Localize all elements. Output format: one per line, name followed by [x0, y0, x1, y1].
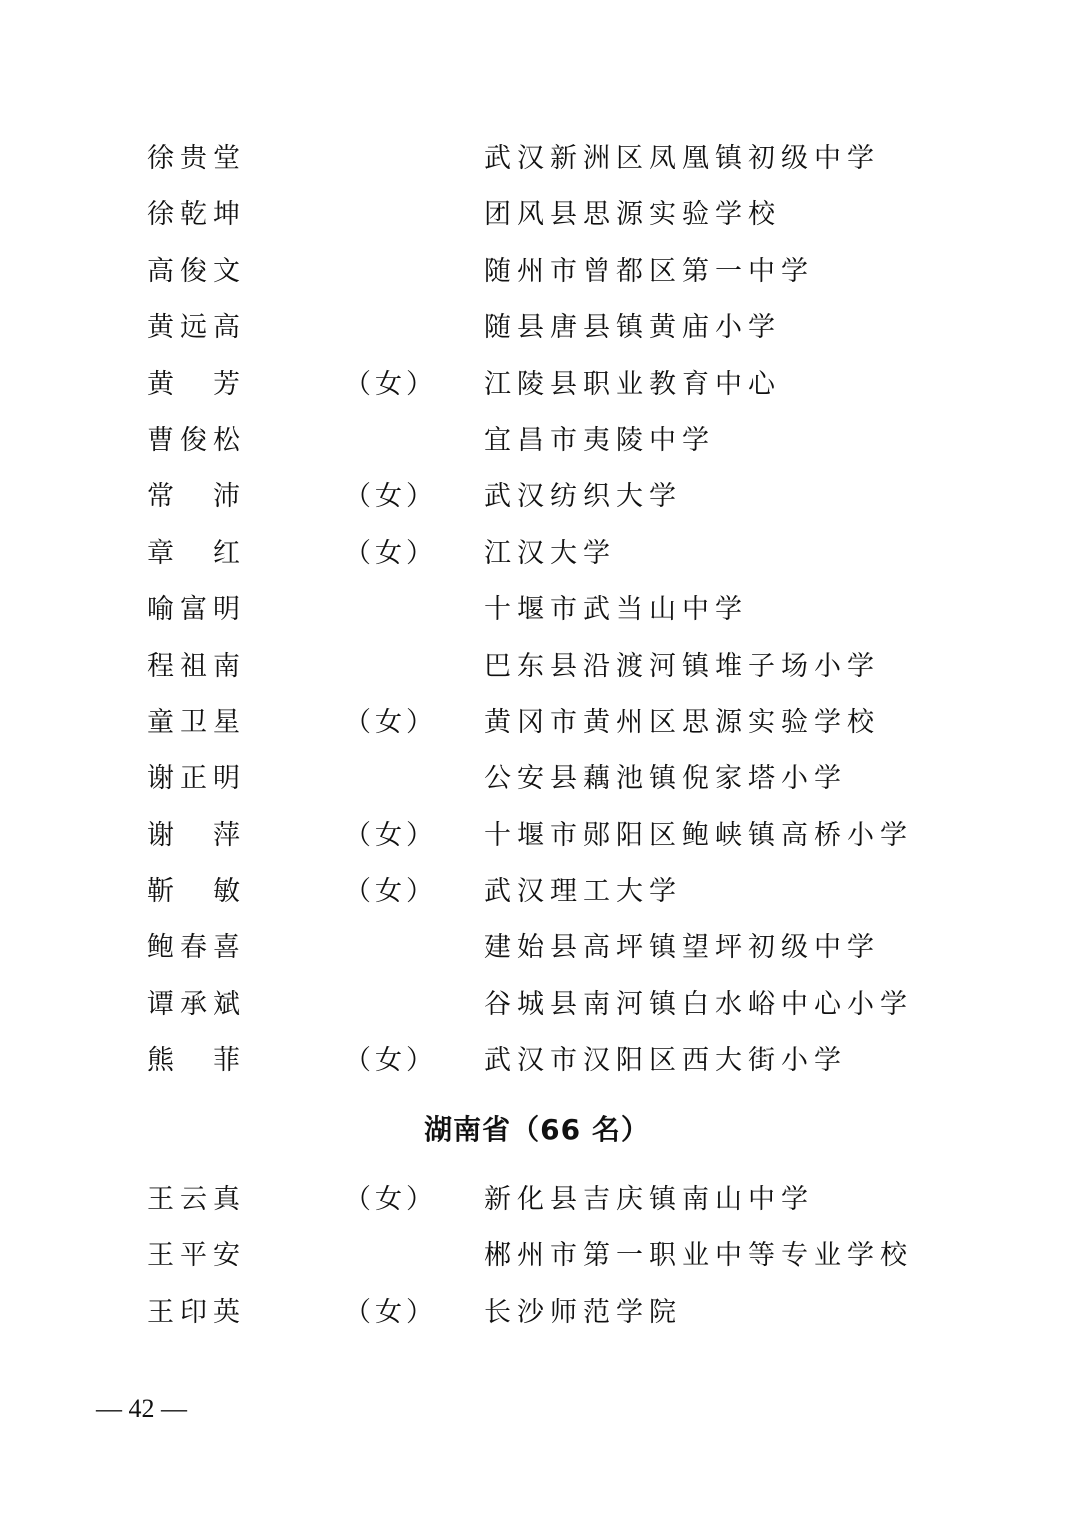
list-item	[0, 582, 1074, 638]
person-name: 谢正明	[147, 763, 246, 795]
organization: 黄冈市黄州区思源实验学校	[484, 706, 880, 738]
person-name: 黄 芳	[147, 368, 246, 400]
organization: 巴东县沿渡河镇堆子场小学	[484, 650, 880, 682]
list-item	[0, 751, 1074, 807]
person-name: 谭承斌	[147, 988, 246, 1020]
list-item	[0, 977, 1074, 1033]
list-item	[0, 1172, 1074, 1228]
list-item	[0, 808, 1074, 864]
list-item	[0, 639, 1074, 695]
organization: 随县唐县镇黄庙小学	[484, 312, 781, 344]
list-item	[0, 864, 1074, 920]
list-item	[0, 1285, 1074, 1341]
list-item	[0, 1033, 1074, 1089]
organization: 武汉纺织大学	[484, 481, 682, 513]
organization: 十堰市武当山中学	[484, 594, 748, 626]
person-name: 徐贵堂	[147, 143, 246, 174]
awardee-list-hunan	[0, 1172, 1074, 1341]
person-name: 童卫星	[147, 706, 246, 738]
organization: 十堰市郧阳区鲍峡镇高桥小学	[484, 819, 913, 851]
person-name: 黄远高	[147, 312, 246, 344]
person-name: 谢 萍	[147, 819, 246, 851]
organization: 江陵县职业教育中心	[484, 368, 781, 400]
organization: 公安县藕池镇倪家塔小学	[484, 763, 847, 795]
organization: 郴州市第一职业中等专业学校	[484, 1240, 913, 1272]
organization: 谷城县南河镇白水峪中心小学	[484, 988, 913, 1020]
list-item	[0, 695, 1074, 751]
person-name: 王印英	[147, 1296, 246, 1328]
organization: 江汉大学	[484, 537, 616, 569]
section-heading: 湖南省（66 名）	[424, 1113, 650, 1146]
person-name: 靳 敏	[147, 876, 246, 908]
person-name: 高俊文	[147, 255, 246, 287]
organization: 团风县思源实验学校	[484, 199, 781, 231]
list-item	[0, 413, 1074, 469]
list-item	[0, 920, 1074, 976]
person-name: 程祖南	[147, 650, 246, 682]
gender-note: （女）	[344, 1296, 437, 1328]
organization: 武汉新洲区凤凰镇初级中学	[484, 143, 880, 174]
organization: 武汉理工大学	[484, 876, 682, 908]
person-name: 徐乾坤	[147, 199, 246, 231]
list-item	[0, 244, 1074, 300]
awardee-list-hubei	[0, 131, 1074, 1090]
list-item	[0, 469, 1074, 525]
list-item	[0, 131, 1074, 187]
organization: 武汉市汉阳区西大街小学	[484, 1045, 847, 1077]
gender-note: （女）	[344, 876, 437, 908]
organization: 新化县吉庆镇南山中学	[484, 1184, 814, 1215]
list-item	[0, 300, 1074, 356]
person-name: 曹俊松	[147, 424, 246, 456]
person-name: 熊 菲	[147, 1045, 246, 1077]
person-name: 王云真	[147, 1184, 246, 1215]
gender-note: （女）	[344, 1045, 437, 1077]
gender-note: （女）	[344, 706, 437, 738]
gender-note: （女）	[344, 368, 437, 400]
list-item	[0, 526, 1074, 582]
gender-note: （女）	[344, 537, 437, 569]
person-name: 常 沛	[147, 481, 246, 513]
gender-note: （女）	[344, 1184, 437, 1215]
person-name: 喻富明	[147, 594, 246, 626]
gender-note: （女）	[344, 481, 437, 513]
list-item	[0, 357, 1074, 413]
person-name: 王平安	[147, 1240, 246, 1272]
organization: 随州市曾都区第一中学	[484, 255, 814, 287]
page-number: — 42 —	[96, 1394, 187, 1423]
person-name: 鲍春喜	[147, 932, 246, 964]
list-item	[0, 1228, 1074, 1284]
organization: 长沙师范学院	[484, 1296, 682, 1328]
list-item	[0, 187, 1074, 243]
gender-note: （女）	[344, 819, 437, 851]
organization: 建始县高坪镇望坪初级中学	[484, 932, 880, 964]
organization: 宜昌市夷陵中学	[484, 424, 715, 456]
person-name: 章 红	[147, 537, 246, 569]
